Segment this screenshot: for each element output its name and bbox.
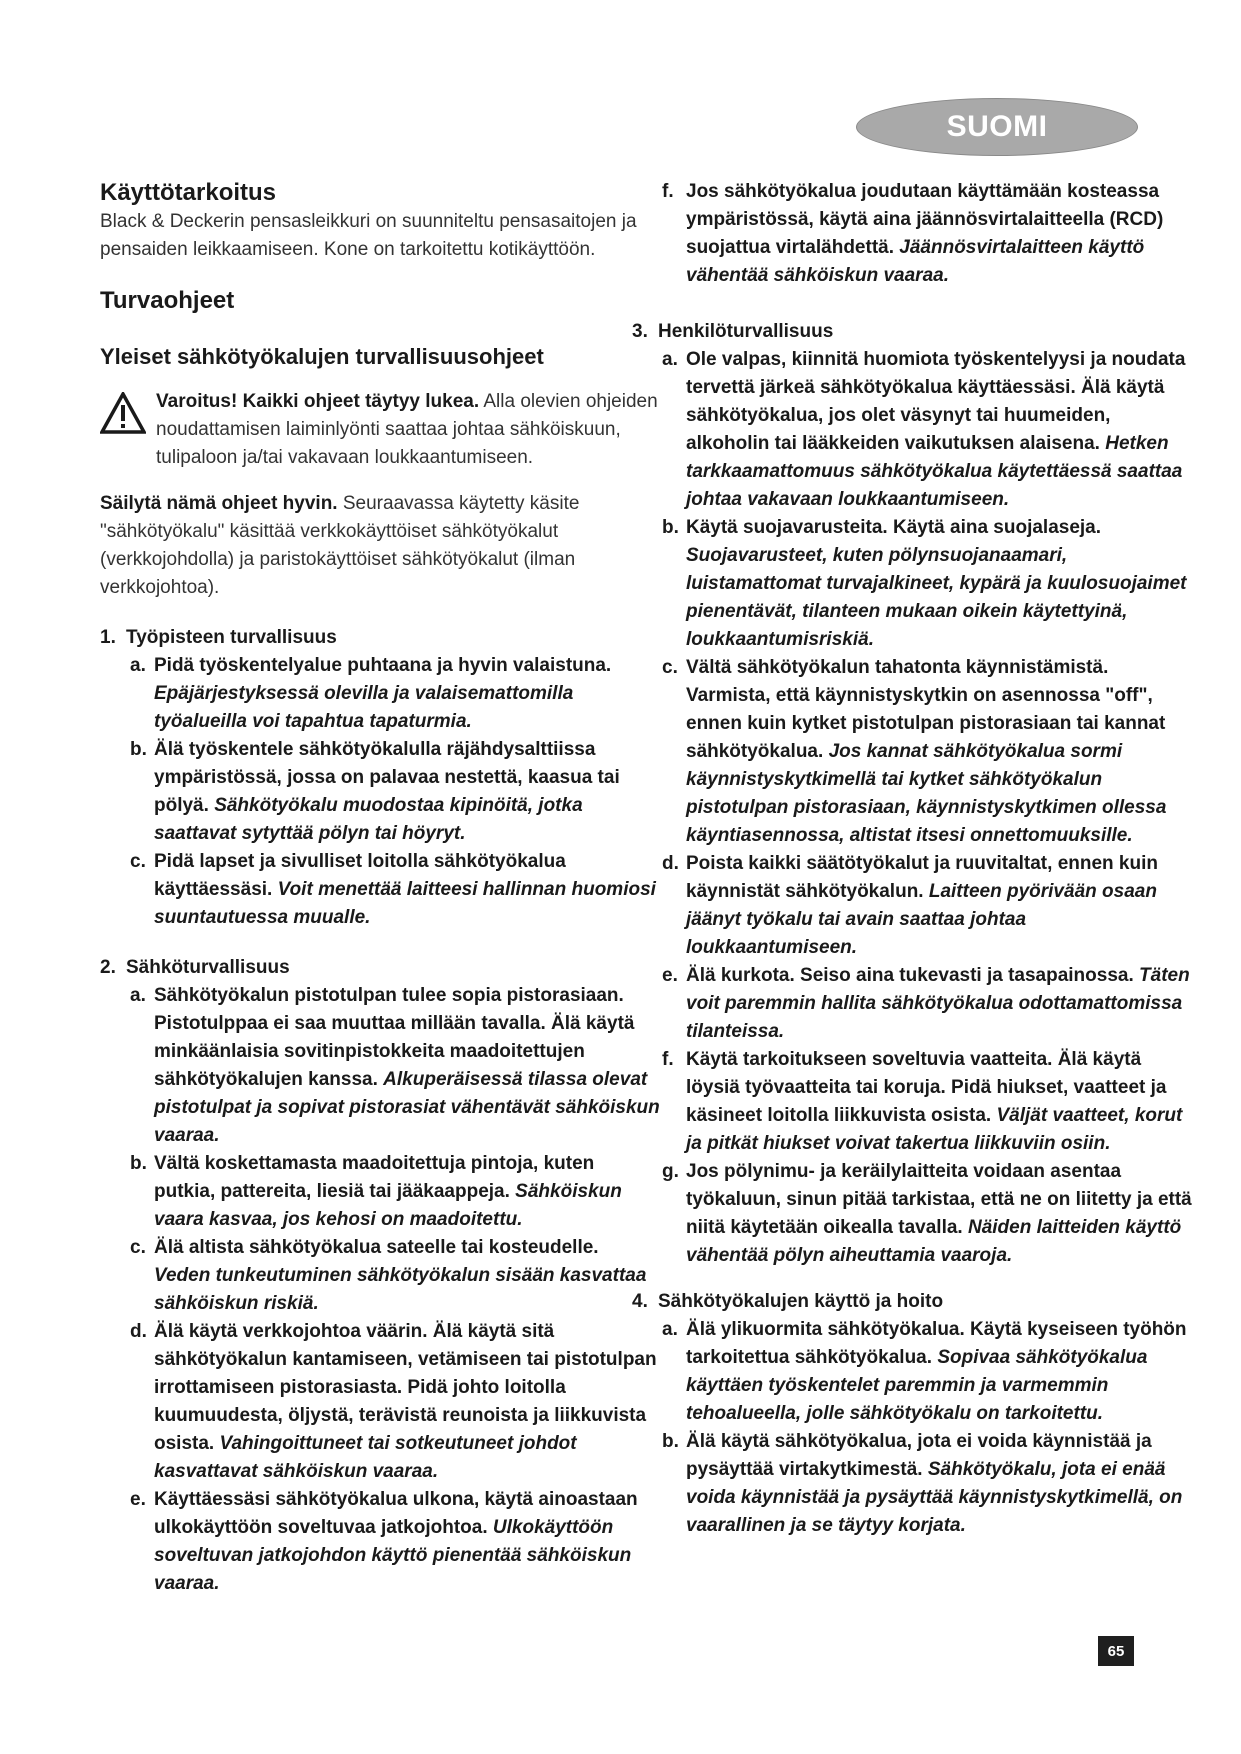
section-number: 3. bbox=[632, 321, 648, 342]
list-item: d. Älä käytä verkkojohtoa väärin. Älä käytä sitä sähkötyökalun kantamiseen, vetämiseen tai pistotulpan irrottamiseen pistorasiasta. Pidä johto loitolla kuumuudesta, öljystä, terävistä reunoista ja liikkuvista osista. Vahingoittuneet tai sotkeutuneet johdot kasvattavat sähköiskun vaaraa. bbox=[130, 1321, 657, 1482]
list-item: g. Jos pölynimu- ja keräilylaitteita voidaan asentaa työkaluun, sinun pitää tarkistaa, että ne on liitetty ja että niitä käytetään oikealla tavalla. Näiden laitteiden käyttö vähentää pölyn aiheuttamia vaaroja. bbox=[662, 1161, 1192, 1266]
list-item: a. Älä ylikuormita sähkötyökalua. Käytä kyseiseen työhön tarkoitettua sähkötyökalua. Sopivaa sähkötyökalua käyttäen työskentelet paremmin ja varmemmin tehoalueella, jolle sähkötyökalu on tarkoitettu. bbox=[662, 1319, 1187, 1424]
left-column bbox=[100, 178, 660, 1598]
section-number: 1. bbox=[100, 627, 116, 648]
section-2 bbox=[100, 954, 660, 1598]
section-title: Henkilöturvallisuus bbox=[658, 321, 834, 342]
list-item: e. Käyttäessäsi sähkötyökalua ulkona, käytä ainoastaan ulkokäyttöön soveltuvaa jatkojohtoa. Ulkokäyttöön soveltuvan jatkojohdon käyttö pienentää sähköiskun vaaraa. bbox=[130, 1489, 638, 1594]
list-item: c. Vältä sähkötyökalun tahatonta käynnistämistä. Varmista, että käynnistyskytkin on asennossa "off", ennen kuin kytket pistotulpan pistorasiaan tai kannat sähkötyökalua. Jos kannat sähkötyökalua sormi käynnistyskytkimellä tai kytket sähkötyökalun pistotulpan pistorasiaan, käynnistyskytkimen ollessa käyntiasennossa, altistat itsesi onnettomuuksille. bbox=[662, 657, 1167, 846]
warning-block bbox=[100, 388, 660, 472]
list-item: a. Sähkötyökalun pistotulpan tulee sopia pistorasiaan. Pistotulppaa ei saa muuttaa millään tavalla. Älä käytä minkäänlaisia sovitinpistokkeita maadoitettujen sähkötyökalujen kanssa. Alkuperäisessä tilassa olevat pistotulpat ja sopivat pistorasiat vähentävät sähköiskun vaaraa. bbox=[130, 985, 660, 1146]
right-column bbox=[632, 178, 1192, 1540]
language-badge: SUOMI bbox=[856, 98, 1138, 156]
warning-text bbox=[156, 388, 660, 472]
keep-instructions bbox=[100, 490, 660, 602]
section-title: Työpisteen turvallisuus bbox=[126, 627, 337, 648]
intended-use-text: Black & Deckerin pensasleikkuri on suunniteltu pensasaitojen ja pensaiden leikkaamiseen. Kone on tarkoitettu kotikäyttöön. bbox=[100, 211, 637, 260]
list-item: b. Älä käytä sähkötyökalua, jota ei voida käynnistää ja pysäyttää virtakytkimestä. Sähkötyökalu, jota ei enää voida käynnistää ja pysäyttää käynnistyskytkimellä, on vaarallinen ja se täytyy korjata. bbox=[662, 1431, 1183, 1536]
section-number: 4. bbox=[632, 1291, 648, 1312]
safety-title: Turvaohjeet bbox=[100, 287, 235, 314]
section-3 bbox=[632, 318, 1192, 1270]
list-item: b. Käytä suojavarusteita. Käytä aina suojalaseja. Suojavarusteet, kuten pölynsuojanaamari, luistamattomat turvajalkineet, kypärä ja kuulosuojaimet pienentävät, tilanteen mukaan oikein käytettyinä, loukkaantumisriskiä. bbox=[662, 517, 1187, 650]
list-item: c. Älä altista sähkötyökalua sateelle tai kosteudelle. Veden tunkeutuminen sähkötyökalun sisään kasvattaa sähköiskun riskiä. bbox=[130, 1237, 647, 1314]
intended-use-title: Käyttötarkoitus bbox=[100, 179, 277, 206]
section-1 bbox=[100, 624, 660, 932]
section-title: Sähkötyökalujen käyttö ja hoito bbox=[658, 1291, 944, 1312]
list-item: b. Älä työskentele sähkötyökalulla räjähdysalttiissa ympäristössä, jossa on palavaa nestettä, kaasua tai pölyä. Sähkötyökalu muodostaa kipinöitä, jotka saattavat sytyttää pölyn tai höyryt. bbox=[130, 739, 620, 844]
list-item: c. Pidä lapset ja sivulliset loitolla sähkötyökalua käyttäessäsi. Voit menettää laitteesi hallinnan huomiosi suuntautuessa muualle. bbox=[130, 851, 656, 928]
warning-triangle-icon bbox=[100, 392, 146, 434]
general-safety-title: Yleiset sähkötyökalujen turvallisuusohjeet bbox=[100, 344, 544, 369]
warning-body: Alla olevien ohjeiden noudattamisen laiminlyönti saattaa johtaa sähköiskuun, tulipaloon ja/tai vakavaan loukkaantumiseen. bbox=[156, 391, 658, 468]
list-item: d. Poista kaikki säätötyökalut ja ruuvitaltat, ennen kuin käynnistät sähkötyökalun. Laitteen pyörivään osaan jäänyt työkalu tai avain saattaa johtaa loukkaantumiseen. bbox=[662, 853, 1158, 958]
keep-body: Seuraavassa käytetty käsite "sähkötyökalu" käsittää verkkokäyttöiset sähkötyökalut (verkkojohdolla) ja paristokäyttöiset sähkötyökalut (ilman verkkojohtoa). bbox=[100, 493, 580, 598]
page-number: 65 bbox=[1098, 1636, 1134, 1666]
list-item: a. Ole valpas, kiinnitä huomiota työskentelyysi ja noudata tervettä järkeä sähkötyökalua käyttäessäsi. Älä käytä sähkötyökalua, jos olet väsynyt tai huumeiden, alkoholin tai lääkkeiden vaikutuksen alaisena. Hetken tarkkaamattomuus sähkötyökalua käytettäessä saattaa johtaa vakavaan loukkaantumiseen. bbox=[662, 349, 1186, 510]
list-item: f. Käytä tarkoitukseen soveltuvia vaatteita. Älä käytä löysiä työvaatteita tai koruja. Pidä hiukset, vaatteet ja käsineet loitolla liikkuvista osista. Väljät vaatteet, korut ja pitkät hiukset voivat takertua liikkuviin osiin. bbox=[662, 1049, 1183, 1154]
list-item: a. Pidä työskentelyalue puhtaana ja hyvin valaistuna. Epäjärjestyksessä olevilla ja valaisemattomilla työalueilla voi tapahtua tapaturmia. bbox=[130, 655, 612, 732]
list-item: b. Vältä koskettamasta maadoitettuja pintoja, kuten putkia, pattereita, liesiä tai jääkaappeja. Sähköiskun vaara kasvaa, jos kehosi on maadoitettu. bbox=[130, 1153, 622, 1230]
list-item-continued: f. Jos sähkötyökalua joudutaan käyttämään kosteassa ympäristössä, käytä aina jäännösvirtalaitteella (RCD) suojattua virtalähdettä. Jäännösvirtalaitteen käyttö vähentää sähköiskun vaaraa. bbox=[662, 181, 1164, 286]
section-number: 2. bbox=[100, 957, 116, 978]
warning-bold: Varoitus! Kaikki ohjeet täytyy lukea. bbox=[156, 391, 480, 412]
section-title: Sähköturvallisuus bbox=[126, 957, 290, 978]
section-4 bbox=[632, 1288, 1192, 1540]
keep-bold: Säilytä nämä ohjeet hyvin. bbox=[100, 493, 338, 514]
list-item: e. Älä kurkota. Seiso aina tukevasti ja tasapainossa. Täten voit paremmin hallita sähkötyökalua odottamattomissa tilanteissa. bbox=[662, 965, 1190, 1042]
